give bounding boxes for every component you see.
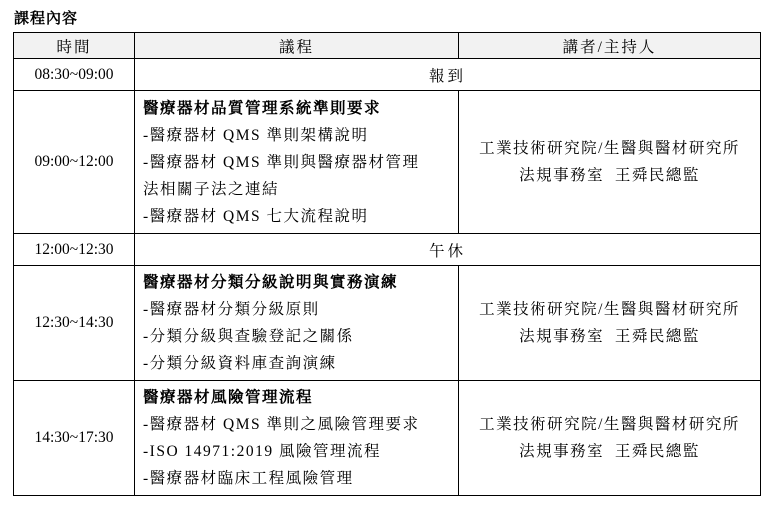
agenda-table bbox=[13, 32, 761, 496]
row-topic bbox=[135, 381, 459, 496]
topic-item: -醫療器材 QMS 準則架構說明 bbox=[143, 126, 369, 144]
row-time: 09:00~12:00 bbox=[14, 91, 135, 234]
topic-title: 醫療器材風險管理流程 bbox=[143, 389, 314, 406]
row-full-span: 報到 bbox=[135, 59, 761, 91]
table-row bbox=[14, 234, 761, 266]
topic-item: -醫療器材 QMS 準則與醫療器材管理 bbox=[143, 153, 420, 171]
table-header-row bbox=[14, 33, 761, 59]
speaker-affiliation: 工業技術研究院/生醫與醫材研究所 bbox=[479, 416, 740, 433]
topic-item: -醫療器材分類分級原則 bbox=[143, 301, 320, 318]
header-speaker: 講者/主持人 bbox=[459, 33, 761, 59]
row-speaker bbox=[459, 266, 761, 381]
table-row bbox=[14, 381, 761, 496]
table-row bbox=[14, 91, 761, 234]
header-topic: 議程 bbox=[135, 33, 459, 59]
topic-item: -ISO 14971:2019 風險管理流程 bbox=[143, 443, 381, 460]
speaker-name: 法規事務室 王舜民總監 bbox=[519, 443, 700, 460]
row-time: 08:30~09:00 bbox=[14, 59, 135, 91]
topic-item: -分類分級資料庫查詢演練 bbox=[143, 355, 337, 372]
row-topic bbox=[135, 266, 459, 381]
header-time: 時間 bbox=[14, 33, 135, 59]
speaker-name: 法規事務室 王舜民總監 bbox=[519, 167, 700, 184]
row-time: 12:00~12:30 bbox=[14, 234, 135, 266]
topic-item: -分類分級與查驗登記之關係 bbox=[143, 328, 354, 345]
row-full-span: 午休 bbox=[135, 234, 761, 266]
topic-item: -醫療器材 QMS 七大流程說明 bbox=[143, 207, 369, 225]
topic-title: 醫療器材品質管理系統準則要求 bbox=[143, 99, 382, 117]
row-speaker bbox=[459, 381, 761, 496]
row-time: 12:30~14:30 bbox=[14, 266, 135, 381]
topic-item: -醫療器材 QMS 準則之風險管理要求 bbox=[143, 416, 420, 433]
table-row bbox=[14, 266, 761, 381]
row-time: 14:30~17:30 bbox=[14, 381, 135, 496]
row-topic bbox=[135, 91, 459, 234]
speaker-name: 法規事務室 王舜民總監 bbox=[519, 328, 700, 345]
speaker-affiliation: 工業技術研究院/生醫與醫材研究所 bbox=[479, 301, 740, 318]
speaker-affiliation: 工業技術研究院/生醫與醫材研究所 bbox=[479, 140, 740, 157]
section-title: 課程內容 bbox=[14, 11, 79, 27]
table-row bbox=[14, 59, 761, 91]
topic-item: 法相關子法之連結 bbox=[143, 180, 280, 198]
row-speaker bbox=[459, 91, 761, 234]
topic-item: -醫療器材臨床工程風險管理 bbox=[143, 470, 354, 487]
topic-title: 醫療器材分類分級說明與實務演練 bbox=[143, 274, 399, 291]
